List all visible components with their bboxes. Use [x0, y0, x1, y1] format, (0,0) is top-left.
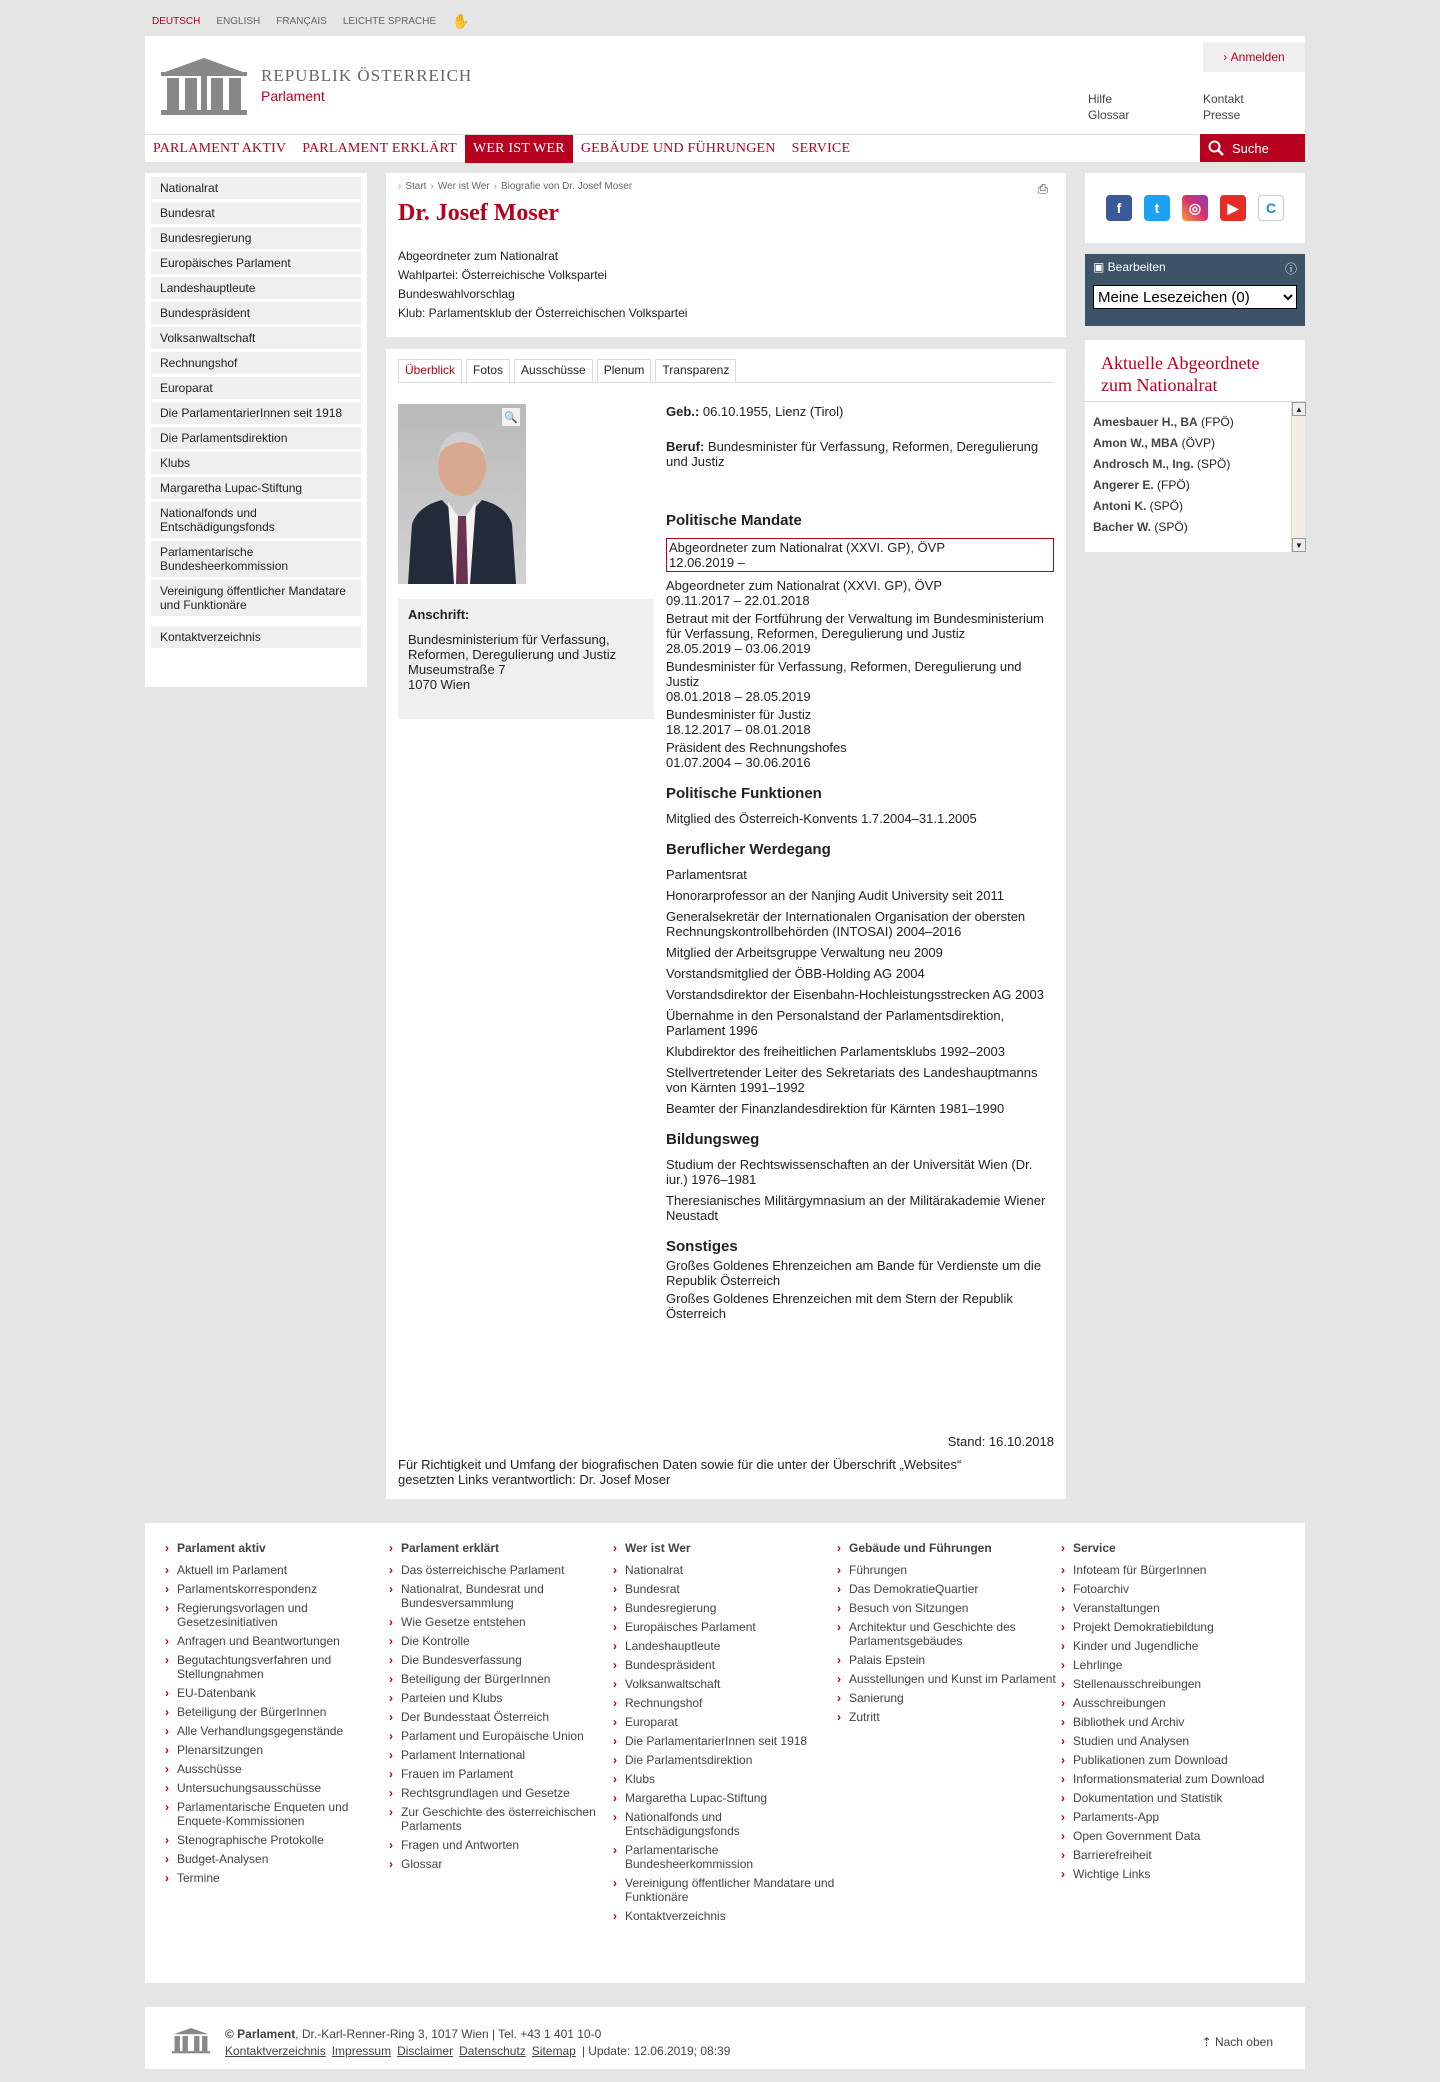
education-item: Studium der Rechtswissenschaften an der Universität Wien (Dr. iur.) 1976–1981	[666, 1157, 1033, 1187]
footer-link[interactable]: › Stenographische Protokolle	[165, 1833, 389, 1847]
footer-link[interactable]: › Nationalfonds und Entschädigungsfonds	[613, 1810, 837, 1838]
bookmarks-select[interactable]	[1093, 285, 1297, 309]
list-item[interactable]: Angerer E. (FPÖ)	[1093, 478, 1190, 492]
footer-link-datenschutz[interactable]: Datenschutz	[459, 2044, 526, 2058]
footer-link[interactable]: › Studien und Analysen	[1061, 1734, 1285, 1748]
sidebar-item-parlamentsdirektion[interactable]: Die Parlamentsdirektion	[151, 427, 361, 449]
breadcrumb-start[interactable]: Start	[405, 181, 427, 192]
footer-link[interactable]: › Vereinigung öffentlicher Mandatare und Funktionäre	[613, 1876, 837, 1904]
logo-title: REPUBLIK ÖSTERREICH	[261, 66, 473, 85]
facebook-icon[interactable]: f	[1106, 195, 1132, 221]
sidebar-item-parlamentarierinnen[interactable]: Die ParlamentarierInnen seit 1918	[151, 402, 361, 424]
footer-link[interactable]: › Aktuell im Parlament	[165, 1563, 389, 1577]
sidebar-item-eu-parlament[interactable]: Europäisches Parlament	[151, 252, 361, 274]
bookmark-panel	[1085, 254, 1305, 326]
disclaimer-text: Für Richtigkeit und Umfang der biografischen Daten sowie für die unter der Überschrift „Websites“ gesetzten Links verantwortlich: Dr. Josef Moser	[398, 1457, 962, 1487]
address-line-1: Bundesministerium für Verfassung, Reformen, Deregulierung und Justiz	[408, 632, 617, 662]
mandate-item: Abgeordneter zum Nationalrat (XXVI. GP), ÖVP 12.06.2019 –	[666, 538, 1054, 572]
person-party: Wahlpartei: Österreichische Volkspartei	[398, 268, 607, 282]
nav-parlament-aktiv[interactable]: PARLAMENT AKTIV	[153, 140, 287, 156]
footer-link[interactable]: › Open Government Data	[1061, 1829, 1285, 1843]
career-heading: Beruflicher Werdegang	[666, 841, 831, 858]
footer-col-service	[1061, 1541, 1285, 1965]
sign-language-icon[interactable]: ✋	[452, 12, 470, 29]
nav-gebaeude-fuehrungen[interactable]: GEBÄUDE UND FÜHRUNGEN	[580, 140, 776, 156]
search-button[interactable]	[1200, 134, 1305, 162]
sidebar-item-volksanwaltschaft[interactable]: Volksanwaltschaft	[151, 327, 361, 349]
portrait-image	[398, 404, 526, 584]
print-icon[interactable]: ⎙	[1037, 181, 1048, 196]
footer-link[interactable]: › Kinder und Jugendliche	[1061, 1639, 1285, 1653]
person-header	[386, 173, 1066, 337]
footer-link[interactable]: › Ausschüsse	[165, 1762, 389, 1776]
footer-link[interactable]: › Zutritt	[837, 1710, 1061, 1724]
career-item: Generalsekretär der Internationalen Organisation der obersten Rechnungskontrollbehörden (INTOSAI) 2004–2016	[666, 909, 1026, 939]
contact-link[interactable]: Kontakt	[1203, 92, 1244, 106]
footer-link[interactable]: › EU-Datenbank	[165, 1686, 389, 1700]
footer-col-parlament-erklaert	[389, 1541, 613, 1965]
mandate-item: Bundesminister für Verfassung, Reformen, Deregulierung und Justiz 08.01.2018 – 28.05.2019	[666, 659, 1022, 704]
footer-link[interactable]: › Publikationen zum Download	[1061, 1753, 1285, 1767]
footer-link[interactable]: › Die Bundesverfassung	[389, 1653, 613, 1667]
person-club: Klub: Parlamentsklub der Österreichischen Volkspartei	[398, 306, 688, 320]
footer-link[interactable]: › Volksanwaltschaft	[613, 1677, 837, 1691]
chevron-right-icon: ›	[493, 181, 498, 192]
footer-link[interactable]: › Bundesregierung	[613, 1601, 837, 1615]
sidebar-item-lupac-stiftung[interactable]: Margaretha Lupac-Stiftung	[151, 477, 361, 499]
career-item: Vorstandsdirektor der Eisenbahn-Hochleistungsstrecken AG 2003	[666, 987, 1044, 1002]
footer-heading[interactable]: › Gebäude und Führungen	[837, 1541, 1061, 1555]
site-footer	[145, 2007, 1305, 2069]
footer-col-gebaeude	[837, 1541, 1061, 1965]
sidebar-item-nationalfonds[interactable]: Nationalfonds und Entschädigungsfonds	[151, 502, 361, 538]
footer-links	[225, 2044, 730, 2058]
footer-link[interactable]: › Palais Epstein	[837, 1653, 1061, 1667]
sidebar-item-bundesregierung[interactable]: Bundesregierung	[151, 227, 361, 249]
footer-address-text: , Dr.-Karl-Renner-Ring 3, 1017 Wien | Tel. +43 1 401 10-0	[295, 2027, 602, 2041]
instagram-icon[interactable]: ◎	[1182, 195, 1208, 221]
chevron-right-icon: ›	[430, 181, 434, 192]
nav-wer-ist-wer[interactable]: WER IST WER	[465, 135, 573, 163]
other-heading: Sonstiges	[666, 1238, 738, 1255]
career-item: Honorarprofessor an der Nanjing Audit University seit 2011	[666, 888, 1004, 903]
footer-link[interactable]: › Projekt Demokratiebildung	[1061, 1620, 1285, 1634]
edit-link[interactable]	[1093, 260, 1166, 277]
utility-links	[1088, 92, 1303, 122]
login-button[interactable]	[1203, 42, 1305, 72]
career-item: Übernahme in den Personalstand der Parlamentsdirektion, Parlament 1996	[666, 1008, 1005, 1038]
footer-nav	[145, 1523, 1305, 1983]
career-item: Vorstandsmitglied der ÖBB-Holding AG 2004	[666, 966, 925, 981]
sidebar-item-bundespraesident[interactable]: Bundespräsident	[151, 302, 361, 324]
glossary-link[interactable]: Glossar	[1088, 108, 1130, 122]
logo-subtitle: Parlament	[261, 88, 325, 104]
footer-link[interactable]: › Begutachtungsverfahren und Stellungnahmen	[165, 1653, 389, 1681]
list-item[interactable]: Amon W., MBA (ÖVP)	[1093, 436, 1216, 450]
footer-link[interactable]: › Barrierefreiheit	[1061, 1848, 1285, 1862]
footer-link[interactable]: › Das österreichische Parlament	[389, 1563, 613, 1577]
nav-service[interactable]: SERVICE	[791, 140, 851, 156]
career-item: Stellvertretender Leiter des Sekretariats des Landeshauptmanns von Kärnten 1991–1992	[666, 1065, 1038, 1095]
footer-link[interactable]: › Beteiligung der BürgerInnen	[165, 1705, 389, 1719]
parlament-logo[interactable]	[159, 54, 472, 116]
footer-col-parlament-aktiv	[165, 1541, 389, 1965]
sidebar-item-vereinigung[interactable]: Vereinigung öffentlicher Mandatare und Funktionäre	[151, 580, 361, 616]
list-item[interactable]: Bacher W. (SPÖ)	[1093, 520, 1188, 534]
address-line-3: 1070 Wien	[408, 677, 471, 692]
functions-heading: Politische Funktionen	[666, 785, 822, 802]
back-to-top-label: Nach oben	[1214, 2035, 1273, 2049]
parliament-building-icon	[171, 2025, 211, 2055]
search-icon	[1208, 140, 1224, 156]
footer-link[interactable]: › Parlament und Europäische Union	[389, 1729, 613, 1743]
last-updated: Stand: 16.10.2018	[947, 1434, 1054, 1449]
footer-update: | Update: 12.06.2019; 08:39	[581, 2044, 731, 2058]
portrait-photo[interactable]	[398, 404, 526, 584]
footer-link[interactable]: › Parlaments-App	[1061, 1810, 1285, 1824]
career-item: Mitglied der Arbeitsgruppe Verwaltung neu 2009	[666, 945, 943, 960]
footer-link-disclaimer[interactable]: Disclaimer	[397, 2044, 454, 2058]
footer-link[interactable]: › Infoteam für BürgerInnen	[1061, 1563, 1285, 1577]
footer-link[interactable]: › Führungen	[837, 1563, 1061, 1577]
footer-link[interactable]: › Ausstellungen und Kunst im Parlament	[837, 1672, 1061, 1686]
breadcrumb-current: Biografie von Dr. Josef Moser	[501, 181, 633, 192]
footer-link[interactable]: › Wichtige Links	[1061, 1867, 1285, 1881]
current-members-panel	[1085, 340, 1305, 552]
sidebar-item-nationalrat[interactable]: Nationalrat	[151, 177, 361, 199]
footer-link[interactable]: › Untersuchungsausschüsse	[165, 1781, 389, 1795]
footer-link[interactable]: › Europäisches Parlament	[613, 1620, 837, 1634]
footer-link[interactable]: › Rechtsgrundlagen und Gesetze	[389, 1786, 613, 1800]
tab-ausschuesse[interactable]: Ausschüsse	[514, 359, 593, 382]
site-header	[145, 36, 1305, 162]
career-item: Beamter der Finanzlandesdirektion für Kärnten 1981–1990	[666, 1101, 1005, 1116]
sidebar-item-landeshauptleute[interactable]: Landeshauptleute	[151, 277, 361, 299]
footer-link[interactable]: › Bibliothek und Archiv	[1061, 1715, 1285, 1729]
footer-link-kontaktverzeichnis[interactable]: Kontaktverzeichnis	[225, 2044, 326, 2058]
footer-heading[interactable]: › Service	[1061, 1541, 1285, 1555]
footer-link[interactable]: › Beteiligung der BürgerInnen	[389, 1672, 613, 1686]
footer-link[interactable]: › Die ParlamentarierInnen seit 1918	[613, 1734, 837, 1748]
education-item: Theresianisches Militärgymnasium an der Militärakademie Wiener Neustadt	[666, 1193, 1046, 1223]
twitter-icon[interactable]: t	[1144, 195, 1170, 221]
breadcrumb	[398, 181, 1054, 192]
footer-link[interactable]: › Bundespräsident	[613, 1658, 837, 1672]
footer-link[interactable]: › Parlamentarische Bundesheerkommission	[613, 1843, 837, 1871]
arrow-up-icon: ⇡	[1201, 2035, 1215, 2049]
footer-link[interactable]: › Alle Verhandlungsgegenstände	[165, 1724, 389, 1738]
mandate-item: Betraut mit der Fortführung der Verwaltung im Bundesministerium für Verfassung, Reformen, Deregulierung und Justiz 28.05.2019 – 03.06.2019	[666, 611, 1044, 656]
footer-link[interactable]: › Bundesrat	[613, 1582, 837, 1596]
parliament-building-icon	[159, 54, 249, 116]
footer-heading[interactable]: › Wer ist Wer	[613, 1541, 837, 1555]
footer-link[interactable]: › Die Parlamentsdirektion	[613, 1753, 837, 1767]
footer-link[interactable]: › Plenarsitzungen	[165, 1743, 389, 1757]
zoom-icon[interactable]: 🔍	[502, 408, 520, 426]
footer-link[interactable]: › Wie Gesetze entstehen	[389, 1615, 613, 1629]
sidebar-item-europarat[interactable]: Europarat	[151, 377, 361, 399]
footer-link[interactable]: › Fotoarchiv	[1061, 1582, 1285, 1596]
footer-link[interactable]: › Lehrlinge	[1061, 1658, 1285, 1672]
footer-link[interactable]: › Parlamentskorrespondenz	[165, 1582, 389, 1596]
footer-link[interactable]: › Kontaktverzeichnis	[613, 1909, 837, 1923]
page-title: Dr. Josef Moser	[398, 200, 560, 226]
footer-link[interactable]: › Zur Geschichte des österreichischen Parlaments	[389, 1805, 613, 1833]
person-role: Abgeordneter zum Nationalrat	[398, 249, 559, 263]
members-scrollbar[interactable]	[1291, 402, 1305, 552]
birth-value: 06.10.1955, Lienz (Tirol)	[702, 404, 844, 419]
breadcrumb-wer-ist-wer[interactable]: Wer ist Wer	[437, 181, 490, 192]
other-item: Großes Goldenes Ehrenzeichen mit dem Stern der Republik Österreich	[666, 1291, 1013, 1321]
footer-link[interactable]: › Fragen und Antworten	[389, 1838, 613, 1852]
footer-link[interactable]: › Parteien und Klubs	[389, 1691, 613, 1705]
footer-link[interactable]: › Nationalrat, Bundesrat und Bundesversammlung	[389, 1582, 613, 1610]
parlament-app-icon[interactable]: C	[1258, 195, 1284, 221]
mandate-item: Präsident des Rechnungshofes 01.07.2004 – 30.06.2016	[666, 740, 847, 770]
lang-francais[interactable]: FRANÇAIS	[276, 15, 327, 27]
footer-link[interactable]: › Das DemokratieQuartier	[837, 1582, 1061, 1596]
tab-fotos[interactable]: Fotos	[466, 359, 510, 382]
footer-link[interactable]: › Budget-Analysen	[165, 1852, 389, 1866]
other-item: Großes Goldenes Ehrenzeichen am Bande für Verdienste um die Republik Österreich	[666, 1258, 1042, 1288]
footer-link[interactable]: › Besuch von Sitzungen	[837, 1601, 1061, 1615]
footer-link[interactable]: › Stellenausschreibungen	[1061, 1677, 1285, 1691]
tab-ueberblick[interactable]: Überblick	[398, 359, 462, 382]
job-info	[666, 439, 1054, 469]
bookmark-icon: ▣	[1093, 260, 1108, 274]
footer-org: © Parlament	[225, 2027, 296, 2041]
social-links	[1085, 173, 1305, 243]
footer-link[interactable]: › Europarat	[613, 1715, 837, 1729]
sidebar	[145, 173, 367, 687]
sidebar-item-bundesrat[interactable]: Bundesrat	[151, 202, 361, 224]
tab-transparenz[interactable]: Transparenz	[655, 359, 736, 382]
footer-link[interactable]: › Regierungsvorlagen und Gesetzesinitiativen	[165, 1601, 389, 1629]
back-to-top-link[interactable]	[1202, 2035, 1273, 2049]
sidebar-item-kontaktverzeichnis[interactable]: Kontaktverzeichnis	[151, 626, 361, 648]
career-item: Klubdirektor des freiheitlichen Parlamentsklubs 1992–2003	[666, 1044, 1005, 1059]
address-box	[398, 599, 654, 719]
info-icon[interactable]: ⓘ	[1284, 262, 1297, 276]
footer-link[interactable]: › Architektur und Geschichte des Parlamentsgebäudes	[837, 1620, 1061, 1648]
main-nav	[145, 134, 1305, 162]
press-link[interactable]: Presse	[1203, 108, 1241, 122]
address-label: Anschrift:	[408, 607, 470, 622]
footer-link[interactable]: › Der Bundesstaat Österreich	[389, 1710, 613, 1724]
footer-link[interactable]: › Klubs	[613, 1772, 837, 1786]
login-label: Anmelden	[1230, 50, 1285, 64]
mandates-heading: Politische Mandate	[666, 512, 802, 529]
footer-link[interactable]: › Nationalrat	[613, 1563, 837, 1577]
tab-bar	[398, 359, 1054, 383]
education-heading: Bildungsweg	[666, 1131, 760, 1148]
footer-link[interactable]: › Parlamentarische Enqueten und Enquete-Kommissionen	[165, 1800, 389, 1828]
footer-link[interactable]: › Sanierung	[837, 1691, 1061, 1705]
footer-link[interactable]: › Anfragen und Beantwortungen	[165, 1634, 389, 1648]
tab-plenum[interactable]: Plenum	[597, 359, 652, 382]
footer-address	[225, 2027, 601, 2041]
scroll-down-icon[interactable]: ▼	[1292, 538, 1306, 552]
members-list	[1085, 408, 1291, 548]
footer-link[interactable]: › Glossar	[389, 1857, 613, 1871]
lang-deutsch[interactable]: DEUTSCH	[152, 15, 201, 27]
footer-link[interactable]: › Informationsmaterial zum Download	[1061, 1772, 1285, 1786]
footer-link[interactable]: › Landeshauptleute	[613, 1639, 837, 1653]
list-item[interactable]: Androsch M., Ing. (SPÖ)	[1093, 457, 1231, 471]
footer-link[interactable]: › Rechnungshof	[613, 1696, 837, 1710]
footer-link[interactable]: › Ausschreibungen	[1061, 1696, 1285, 1710]
biography-details	[666, 404, 1054, 1324]
footer-link-impressum[interactable]: Impressum	[331, 2044, 392, 2058]
footer-link-sitemap[interactable]: Sitemap	[531, 2044, 576, 2058]
footer-link[interactable]: › Parlament International	[389, 1748, 613, 1762]
search-label: Suche	[1232, 140, 1269, 156]
footer-link[interactable]: › Margaretha Lupac-Stiftung	[613, 1791, 837, 1805]
chevron-right-icon: ›	[1223, 50, 1231, 64]
job-value: Bundesminister für Verfassung, Reformen, Deregulierung und Justiz	[666, 439, 1039, 469]
edit-label: Bearbeiten	[1107, 260, 1166, 274]
footer-heading[interactable]: › Parlament aktiv	[165, 1541, 389, 1555]
scroll-up-icon[interactable]: ▲	[1292, 402, 1306, 416]
mandate-item: Bundesminister für Justiz 18.12.2017 – 08.01.2018	[666, 707, 812, 737]
birth-info	[666, 404, 1054, 419]
sidebar-item-rechnungshof[interactable]: Rechnungshof	[151, 352, 361, 374]
list-item[interactable]: Antoni K. (SPÖ)	[1093, 499, 1184, 513]
footer-col-wer-ist-wer	[613, 1541, 837, 1965]
footer-link[interactable]: › Die Kontrolle	[389, 1634, 613, 1648]
person-list: Bundeswahlvorschlag	[398, 287, 515, 301]
list-item[interactable]: Amesbauer H., BA (FPÖ)	[1093, 415, 1234, 429]
help-link[interactable]: Hilfe	[1088, 92, 1113, 106]
current-members-title: Aktuelle Abgeordnete zum Nationalrat	[1085, 340, 1305, 402]
lang-leichte-sprache[interactable]: LEICHTE SPRACHE	[342, 15, 437, 27]
biography-panel	[386, 349, 1066, 1499]
footer-heading[interactable]: › Parlament erklärt	[389, 1541, 613, 1555]
function-item: Mitglied des Österreich-Konvents 1.7.2004–31.1.2005	[666, 811, 977, 826]
footer-link[interactable]: › Dokumentation und Statistik	[1061, 1791, 1285, 1805]
footer-link[interactable]: › Frauen im Parlament	[389, 1767, 613, 1781]
youtube-icon[interactable]: ▶	[1220, 195, 1246, 221]
mandate-item: Abgeordneter zum Nationalrat (XXVI. GP), ÖVP 09.11.2017 – 22.01.2018	[666, 578, 943, 608]
nav-parlament-erklaert[interactable]: PARLAMENT ERKLÄRT	[302, 140, 457, 156]
career-item: Parlamentsrat	[666, 867, 747, 882]
sidebar-item-klubs[interactable]: Klubs	[151, 452, 361, 474]
chevron-right-icon: ›	[398, 181, 402, 192]
footer-link[interactable]: › Termine	[165, 1871, 389, 1885]
address-line-2: Museumstraße 7	[408, 662, 506, 677]
footer-link[interactable]: › Veranstaltungen	[1061, 1601, 1285, 1615]
birth-label: Geb.:	[666, 404, 700, 419]
lang-english[interactable]: ENGLISH	[216, 15, 261, 27]
job-label: Beruf:	[666, 439, 705, 454]
language-bar	[152, 14, 470, 28]
sidebar-item-bundesheerkommission[interactable]: Parlamentarische Bundesheerkommission	[151, 541, 361, 577]
